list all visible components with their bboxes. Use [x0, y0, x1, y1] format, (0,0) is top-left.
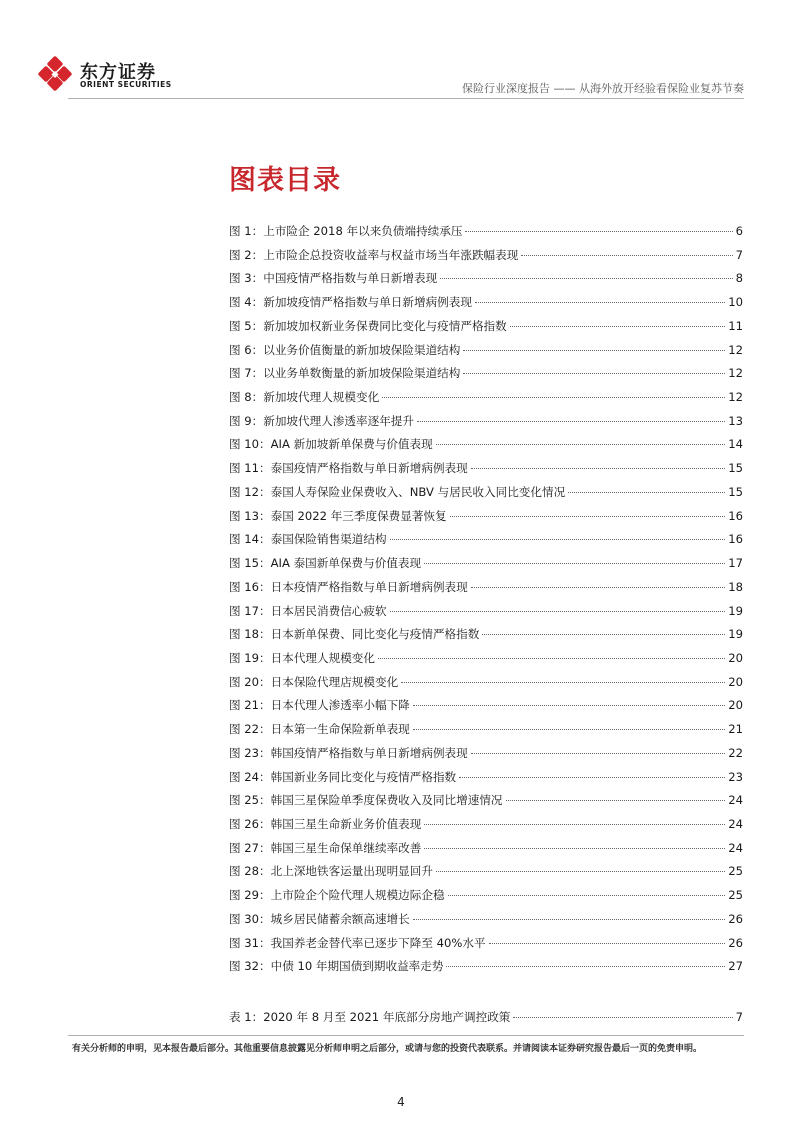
toc-leader-dots [510, 326, 726, 327]
toc-entry-label: 图 31：我国养老金替代率已逐步下降至 40%水平 [229, 935, 486, 950]
toc-entry[interactable] [229, 650, 743, 674]
toc-entry-page: 25 [728, 864, 743, 879]
toc-leader-dots [413, 705, 725, 706]
toc-entry-label: 图 13：泰国 2022 年三季度保费显著恢复 [229, 508, 447, 523]
toc-entry-page: 24 [728, 840, 743, 855]
page-title: 图表目录 [229, 165, 341, 196]
toc-entry[interactable] [229, 413, 743, 437]
toc-entry[interactable] [229, 531, 743, 555]
toc-entry-label: 图 26：韩国三星生命新业务价值表现 [229, 816, 422, 831]
toc-entry-page: 26 [728, 935, 743, 950]
toc-leader-dots [436, 444, 726, 445]
toc-leader-dots [463, 373, 725, 374]
toc-entry-label: 图 12：泰国人寿保险业保费收入、NBV 与居民收入同比变化情况 [229, 484, 566, 499]
toc-entry-label: 图 28：北上深地铁客运量出现明显回升 [229, 864, 433, 879]
page-number: 4 [397, 1095, 405, 1109]
toc-entry-page: 26 [728, 911, 743, 926]
toc-entry[interactable] [229, 911, 743, 935]
toc-entry[interactable] [229, 958, 743, 982]
toc-entry[interactable] [229, 508, 743, 532]
toc-entry[interactable] [229, 460, 743, 484]
toc-entry-label: 图 11：泰国疫情严格指数与单日新增病例表现 [229, 461, 468, 476]
toc-leader-dots [459, 777, 725, 778]
footer-divider [68, 1035, 744, 1036]
toc-entry-label: 图 30：城乡居民储蓄余额高速增长 [229, 911, 410, 926]
toc-leader-dots [378, 658, 725, 659]
orient-securities-logo-icon [38, 56, 74, 92]
toc-entry-label: 图 19：日本代理人规模变化 [229, 650, 375, 665]
toc-entry-page: 15 [728, 484, 743, 499]
toc-entry-label: 图 10：AIA 新加坡新单保费与价值表现 [229, 437, 433, 452]
toc-entry-page: 27 [728, 959, 743, 974]
toc-entry-label: 图 21：日本代理人渗透率小幅下降 [229, 698, 410, 713]
toc-entry-page: 19 [728, 603, 743, 618]
toc-leader-dots [489, 943, 726, 944]
toc-entry[interactable] [229, 745, 743, 769]
header-divider [68, 98, 744, 99]
toc-entry-label: 图 3：中国疫情严格指数与单日新增表现 [229, 271, 438, 286]
toc-entry-label: 图 15：AIA 泰国新单保费与价值表现 [229, 556, 422, 571]
toc-entry-page: 15 [728, 461, 743, 476]
toc-entry[interactable] [229, 792, 743, 816]
toc-leader-dots [448, 895, 726, 896]
toc-entry[interactable] [229, 769, 743, 793]
toc-leader-dots [390, 611, 726, 612]
toc-entry-page: 21 [728, 722, 743, 737]
toc-entry-label: 图 22：日本第一生命保险新单表现 [229, 722, 410, 737]
toc-leader-dots [450, 516, 726, 517]
report-title: 保险行业深度报告 —— 从海外放开经验看保险业复苏节奏 [462, 82, 744, 95]
toc-entry-label: 图 8：新加坡代理人规模变化 [229, 390, 380, 405]
toc-leader-dots [390, 539, 726, 540]
toc-leader-dots [401, 682, 725, 683]
toc-entry[interactable] [229, 436, 743, 460]
toc-entry-label: 图 29：上市险企个险代理人规模边际企稳 [229, 888, 445, 903]
toc-entry[interactable] [229, 1009, 743, 1033]
toc-entry-label: 图 5：新加坡加权新业务保费同比变化与疫情严格指数 [229, 318, 507, 333]
toc-leader-dots [506, 800, 726, 801]
toc-entry-page: 12 [728, 390, 743, 405]
logo-chinese-name: 东方证券 [80, 62, 156, 83]
company-logo [38, 56, 198, 96]
toc-leader-dots [521, 255, 732, 256]
toc-entry-label: 表 1：2020 年 8 月至 2021 年底部分房地产调控政策 [229, 1010, 511, 1024]
toc-entry[interactable] [229, 697, 743, 721]
toc-entry-page: 20 [728, 698, 743, 713]
toc-entry-label: 图 23：韩国疫情严格指数与单日新增病例表现 [229, 745, 468, 760]
toc-leader-dots [446, 966, 725, 967]
toc-entry[interactable] [229, 674, 743, 698]
toc-entry[interactable] [229, 294, 743, 318]
toc-leader-dots [471, 468, 726, 469]
toc-leader-dots [413, 729, 725, 730]
toc-leader-dots [440, 278, 732, 279]
toc-leader-dots [463, 350, 725, 351]
toc-entry[interactable] [229, 579, 743, 603]
toc-entry-page: 19 [728, 627, 743, 642]
toc-entry-page: 24 [728, 816, 743, 831]
toc-entry-label: 图 14：泰国保险销售渠道结构 [229, 532, 387, 547]
toc-entry-page: 16 [728, 532, 743, 547]
toc-entry[interactable] [229, 840, 743, 864]
toc-entry-page: 20 [728, 674, 743, 689]
toc-entry-label: 图 2：上市险企总投资收益率与权益市场当年涨跌幅表现 [229, 247, 519, 262]
toc-entry[interactable] [229, 342, 743, 366]
toc-leader-dots [417, 421, 725, 422]
toc-entry-label: 图 20：日本保险代理店规模变化 [229, 674, 399, 689]
figure-toc-list [229, 223, 743, 982]
toc-entry[interactable] [229, 721, 743, 745]
toc-leader-dots [424, 824, 725, 825]
toc-leader-dots [413, 919, 725, 920]
toc-entry-page: 22 [728, 745, 743, 760]
toc-leader-dots [568, 492, 725, 493]
toc-leader-dots [436, 871, 725, 872]
toc-entry-page: 6 [735, 224, 743, 238]
toc-entry-page: 20 [728, 650, 743, 665]
toc-entry-page: 24 [728, 793, 743, 808]
toc-entry-page: 14 [728, 437, 743, 452]
toc-entry-page: 12 [728, 342, 743, 357]
toc-entry-label: 图 17：日本居民消费信心疲软 [229, 603, 387, 618]
toc-entry-page: 16 [728, 508, 743, 523]
logo-english-name: ORIENT SECURITIES [80, 80, 172, 89]
toc-leader-dots [471, 753, 726, 754]
toc-entry-page: 25 [728, 888, 743, 903]
toc-entry-label: 图 4：新加坡疫情严格指数与单日新增病例表现 [229, 295, 472, 310]
toc-entry-page: 12 [728, 366, 743, 381]
toc-entry-page: 7 [735, 1010, 743, 1024]
toc-leader-dots [482, 634, 725, 635]
toc-entry[interactable] [229, 816, 743, 840]
toc-entry-label: 图 32：中债 10 年期国债到期收益率走势 [229, 959, 444, 974]
toc-leader-dots [424, 848, 725, 849]
toc-leader-dots [424, 563, 725, 564]
toc-entry[interactable] [229, 270, 743, 294]
toc-entry[interactable] [229, 223, 743, 247]
toc-entry[interactable] [229, 247, 743, 271]
toc-entry-page: 13 [728, 413, 743, 428]
toc-entry[interactable] [229, 626, 743, 650]
toc-entry-label: 图 9：新加坡代理人渗透率逐年提升 [229, 413, 414, 428]
toc-entry[interactable] [229, 365, 743, 389]
table-toc-list [229, 1009, 743, 1033]
toc-entry[interactable] [229, 555, 743, 579]
toc-entry-page: 18 [728, 579, 743, 594]
toc-entry-page: 17 [728, 556, 743, 571]
toc-leader-dots [465, 231, 732, 232]
toc-entry[interactable] [229, 863, 743, 887]
toc-entry[interactable] [229, 318, 743, 342]
toc-entry-page: 23 [728, 769, 743, 784]
toc-entry-label: 图 27：韩国三星生命保单继续率改善 [229, 840, 422, 855]
toc-entry-label: 图 16：日本疫情严格指数与单日新增病例表现 [229, 579, 468, 594]
toc-entry-label: 图 1：上市险企 2018 年以来负债端持续承压 [229, 224, 463, 238]
toc-leader-dots [475, 302, 725, 303]
toc-entry-page: 11 [728, 318, 743, 333]
toc-entry-label: 图 25：韩国三星保险单季度保费收入及同比增速情况 [229, 793, 503, 808]
toc-entry-page: 7 [735, 247, 743, 262]
toc-leader-dots [471, 587, 726, 588]
toc-entry-label: 图 6：以业务价值衡量的新加坡保险渠道结构 [229, 342, 461, 357]
toc-entry-page: 8 [735, 271, 743, 286]
toc-entry[interactable] [229, 935, 743, 959]
toc-entry[interactable] [229, 887, 743, 911]
toc-leader-dots [382, 397, 725, 398]
footer-disclaimer: 有关分析师的申明，见本报告最后部分。其他重要信息披露见分析师申明之后部分，或请与您的投资代表联系。并请阅读本证券研究报告最后一页的免责申明。 [72, 1044, 703, 1054]
toc-leader-dots [513, 1017, 732, 1018]
toc-entry-label: 图 24：韩国新业务同比变化与疫情严格指数 [229, 769, 457, 784]
toc-entry[interactable] [229, 484, 743, 508]
toc-entry-label: 图 18：日本新单保费、同比变化与疫情严格指数 [229, 627, 480, 642]
toc-entry[interactable] [229, 603, 743, 627]
toc-entry-page: 10 [728, 295, 743, 310]
toc-entry-label: 图 7：以业务单数衡量的新加坡保险渠道结构 [229, 366, 461, 381]
toc-entry[interactable] [229, 389, 743, 413]
